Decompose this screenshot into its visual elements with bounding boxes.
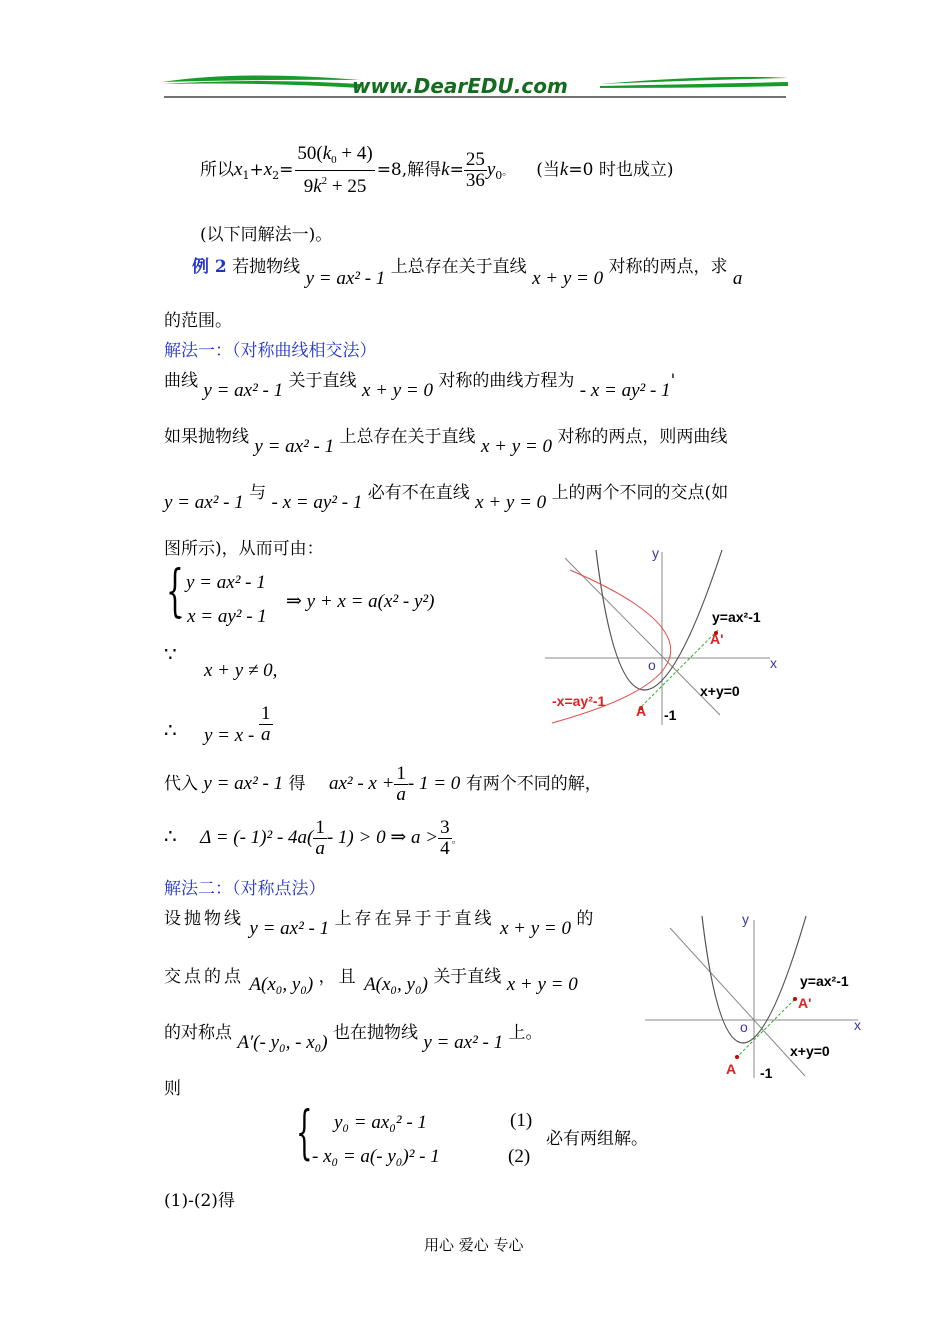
sol2-p3: 的对称点 A′(- y₀, - x₀) 也在抛物线 y = ax² - 1 上。	[164, 1023, 543, 1053]
fig2-Aprime-label: A'	[798, 995, 812, 1011]
sol1-p4: 图所示)，从而可由：	[164, 539, 324, 559]
fig1-origin: o	[648, 657, 656, 673]
fig1-x-label: x	[770, 655, 777, 671]
figure-1	[540, 540, 790, 740]
sol1-sys-row1: y = ax² - 1	[186, 572, 266, 593]
fig2-A-label: A	[726, 1061, 737, 1077]
therefore-symbol: ∴	[164, 718, 177, 742]
solution-1-title: 解法一：（对称曲线相交法）	[164, 341, 377, 361]
fig1-y-label: y	[652, 545, 659, 561]
sol2-p2: 交点的点 A(x₀, y₀) ，且 A(x₀, y₀) 关于直线 x + y = 0	[164, 967, 578, 995]
fig1-line-label: x+y=0	[700, 683, 740, 699]
sol2-sys-row1: y₀ = ax₀² - 1	[334, 1112, 427, 1133]
sol2-then: 则	[164, 1079, 181, 1099]
fig1-minus-one: -1	[664, 707, 677, 723]
fig1-inverse-label: -x=ay²-1	[552, 693, 606, 709]
sol2-sys-n1: (1)	[510, 1110, 533, 1131]
example-2: 例 2 若抛物线 y = ax² - 1 上总存在关于直线 x + y = 0 对称的两点，求 a	[192, 257, 743, 289]
sol1-sys-row2: - x = ay² - 1	[176, 606, 267, 627]
fig2-line-label: x+y=0	[790, 1043, 830, 1059]
fig2-point-A-prime	[793, 997, 797, 1001]
because-eq: x + y ≠ 0,	[204, 660, 278, 681]
because-symbol: ∵	[164, 642, 177, 666]
solution-2-title: 解法二：（对称点法）	[164, 879, 326, 899]
sol1-sys-implies: ⇒ y + x = a(x² - y²)	[286, 591, 435, 612]
fig1-parabola-label: y=ax²-1	[712, 609, 761, 625]
sol2-sys-tail: 必有两组解。	[546, 1129, 648, 1149]
sol1-p3: y = ax² - 1 与 - x = ay² - 1 必有不在直线 x + y = 0 上的两个不同的交点(如	[164, 483, 729, 513]
substitute-line: 代入 y = ax² - 1 得 ax² - x + $\frac{1}{a}$ - 1 = 0 有两个不同的解，	[164, 763, 602, 805]
line-2: (以下同解法一)。	[200, 225, 333, 245]
fig1-parabola	[596, 550, 722, 690]
sol2-last: (1)-(2)得	[164, 1191, 235, 1211]
fig2-x-label: x	[854, 1017, 861, 1033]
fig2-parabola-label: y=ax²-1	[800, 973, 849, 989]
fig2-point-A	[735, 1055, 739, 1059]
fig2-origin: o	[740, 1019, 748, 1035]
fig1-A-label: A	[636, 703, 647, 719]
fig2-y-label: y	[742, 911, 749, 927]
sol1-p2: 如果抛物线 y = ax² - 1 上总存在关于直线 x + y = 0 对称的两点，则两曲线	[164, 427, 728, 457]
sol1-p1: 曲线 y = ax² - 1 关于直线 x + y = 0 对称的曲线方程为 - x = ay² - 1'	[164, 371, 676, 401]
delta-line: ∴ Δ = (- 1)² - 4a( $\frac{1}{a}$ - 1) > 0 ⇒ a > $\frac{3}{4}$ 。	[164, 817, 462, 859]
fig2-symmetry-line	[670, 928, 805, 1076]
fig1-Aprime-label: A'	[710, 631, 724, 647]
line-1: 所以$x_1+x_2=$ $\frac{50(k_0 + 4)}{9k^2 + 25}$ =8,解得k= $\frac{25}{36}$ $y_0$。 (当k=0 时也成立)	[200, 143, 674, 197]
sol2-p1: 设抛物线 y = ax² - 1 上存在异于于直线 x + y = 0 的	[164, 909, 594, 939]
sol1-brace: {	[166, 559, 184, 624]
footer: 用心 爱心 专心	[424, 1236, 524, 1254]
therefore-eq: y = x - $\frac{1}{a}$	[204, 703, 271, 746]
fig1-symmetry-line	[565, 558, 720, 715]
site-title: www.DearEDU.com	[352, 74, 568, 98]
example-2-cont: 的范围。	[164, 311, 232, 331]
figure-2	[640, 908, 870, 1083]
sol2-sys-row2: - x₀ = a(- y₀)² - 1	[312, 1146, 440, 1167]
sol2-brace: {	[296, 1098, 313, 1166]
fig2-minus-one: -1	[760, 1065, 773, 1081]
sol2-sys-n2: (2)	[508, 1146, 531, 1167]
